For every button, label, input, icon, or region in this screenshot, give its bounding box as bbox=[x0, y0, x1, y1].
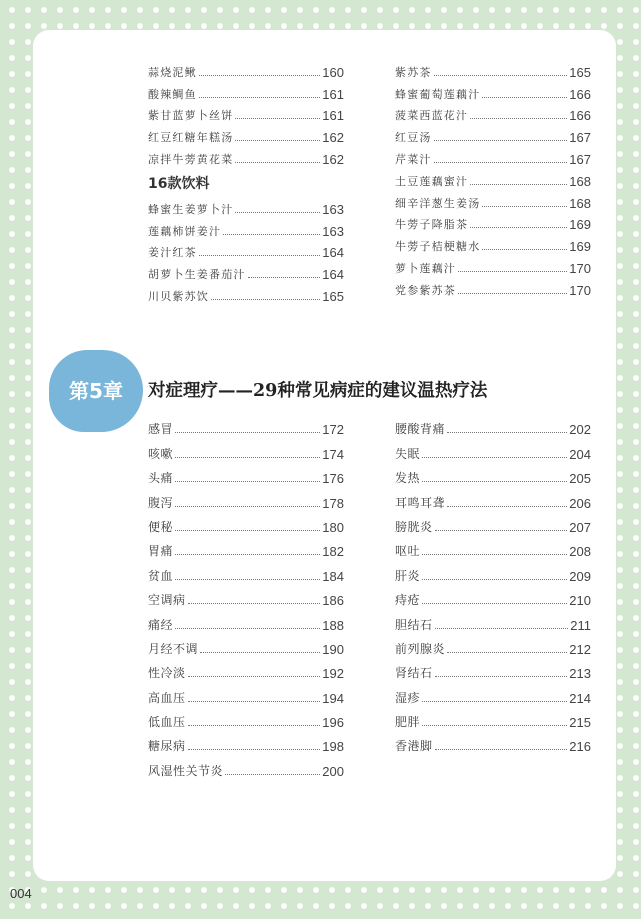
toc-entry[interactable] bbox=[148, 754, 344, 778]
toc-entry[interactable] bbox=[148, 681, 344, 705]
toc-entry[interactable] bbox=[148, 511, 344, 535]
toc-entry-title: 红豆红糖年糕汤 bbox=[148, 131, 234, 145]
toc-entry[interactable] bbox=[395, 486, 591, 510]
toc-entry-page: 211 bbox=[570, 617, 591, 633]
dot-leader bbox=[422, 457, 567, 458]
toc-column-bottom-right bbox=[395, 413, 591, 754]
toc-entry[interactable] bbox=[395, 58, 591, 80]
toc-entry-page: 168 bbox=[569, 195, 591, 211]
toc-entry-page: 202 bbox=[569, 422, 591, 438]
toc-entry-title: 头痛 bbox=[148, 471, 174, 486]
toc-entry[interactable] bbox=[395, 276, 591, 298]
dot-leader bbox=[175, 432, 320, 433]
dot-leader bbox=[422, 725, 567, 726]
toc-entry-title: 风湿性关节炎 bbox=[148, 763, 224, 778]
toc-entry[interactable] bbox=[148, 730, 344, 754]
toc-entry-title: 川贝紫苏饮 bbox=[148, 289, 209, 303]
dot-leader bbox=[458, 293, 567, 294]
toc-entry[interactable] bbox=[148, 608, 344, 632]
dot-leader bbox=[235, 118, 320, 119]
toc-entry-title: 细辛洋葱生姜汤 bbox=[395, 196, 481, 210]
dot-leader bbox=[175, 481, 320, 482]
toc-entry[interactable] bbox=[395, 608, 591, 632]
toc-entry-title: 萝卜莲藕汁 bbox=[395, 261, 456, 275]
dot-leader bbox=[447, 652, 567, 653]
toc-entry[interactable] bbox=[395, 123, 591, 145]
toc-entry[interactable] bbox=[148, 58, 344, 80]
toc-entry-title: 腹泻 bbox=[148, 495, 174, 510]
recipe-list bbox=[148, 58, 344, 167]
section-title-drinks: 16款饮料 bbox=[148, 175, 210, 192]
toc-entry[interactable] bbox=[148, 260, 344, 282]
toc-entry-title: 湿疹 bbox=[395, 690, 421, 705]
toc-entry[interactable] bbox=[148, 657, 344, 681]
dot-leader bbox=[435, 628, 569, 629]
dot-leader bbox=[422, 554, 567, 555]
toc-entry-page: 166 bbox=[569, 108, 591, 124]
toc-entry-title: 胡萝卜生姜番茄汁 bbox=[148, 268, 246, 282]
toc-entry[interactable] bbox=[148, 535, 344, 559]
toc-entry[interactable] bbox=[148, 217, 344, 239]
toc-entry[interactable] bbox=[395, 211, 591, 233]
dot-leader bbox=[482, 97, 567, 98]
dot-leader bbox=[235, 140, 320, 141]
toc-entry-page: 207 bbox=[569, 519, 591, 535]
chapter-badge bbox=[49, 350, 143, 432]
dot-leader bbox=[434, 162, 568, 163]
toc-entry[interactable] bbox=[395, 254, 591, 276]
condition-list-left bbox=[148, 413, 344, 779]
toc-entry[interactable] bbox=[395, 145, 591, 167]
toc-entry-title: 凉拌牛蒡黄花菜 bbox=[148, 152, 234, 166]
toc-entry-page: 174 bbox=[322, 446, 344, 462]
dot-leader bbox=[434, 140, 568, 141]
dot-leader bbox=[175, 628, 320, 629]
toc-entry-page: 204 bbox=[569, 446, 591, 462]
toc-entry[interactable] bbox=[395, 706, 591, 730]
toc-entry-title: 咳嗽 bbox=[148, 446, 174, 461]
chapter-title: 对症理疗——29种常见病症的建议温热疗法 bbox=[148, 381, 488, 401]
toc-entry-page: 170 bbox=[569, 282, 591, 298]
toc-entry-page: 166 bbox=[569, 86, 591, 102]
toc-entry-page: 164 bbox=[322, 267, 344, 283]
drink-list-right bbox=[395, 58, 591, 298]
toc-column-bottom-left bbox=[148, 413, 344, 779]
toc-entry[interactable] bbox=[148, 239, 344, 261]
toc-entry[interactable] bbox=[395, 232, 591, 254]
toc-entry[interactable] bbox=[395, 189, 591, 211]
toc-column-top-right bbox=[395, 58, 591, 298]
toc-entry-page: 196 bbox=[322, 715, 344, 731]
toc-entry-page: 212 bbox=[569, 641, 591, 657]
toc-entry[interactable] bbox=[395, 80, 591, 102]
toc-entry-page: 200 bbox=[322, 763, 344, 779]
drink-list-left bbox=[148, 195, 344, 304]
toc-entry[interactable] bbox=[148, 486, 344, 510]
toc-entry-title: 前列腺炎 bbox=[395, 641, 446, 656]
toc-entry-page: 162 bbox=[322, 151, 344, 167]
toc-entry-page: 214 bbox=[569, 690, 591, 706]
dot-leader bbox=[235, 212, 320, 213]
toc-entry-page: 168 bbox=[569, 173, 591, 189]
chapter-badge-label: 第5章 bbox=[69, 379, 123, 403]
toc-entry[interactable] bbox=[148, 145, 344, 167]
toc-entry-page: 198 bbox=[322, 739, 344, 755]
dot-leader bbox=[175, 579, 320, 580]
dot-leader bbox=[434, 75, 568, 76]
dot-leader bbox=[199, 97, 320, 98]
dot-leader bbox=[235, 162, 320, 163]
toc-entry-page: 208 bbox=[569, 544, 591, 560]
toc-entry-title: 牛蒡子桔梗糖水 bbox=[395, 240, 481, 254]
dot-leader bbox=[470, 118, 567, 119]
toc-entry-page: 188 bbox=[322, 617, 344, 633]
toc-entry-title: 芹菜汁 bbox=[395, 152, 432, 166]
toc-entry-title: 糖尿病 bbox=[148, 739, 186, 754]
toc-entry-title: 姜汁红茶 bbox=[148, 246, 197, 260]
toc-entry-title: 胃痛 bbox=[148, 544, 174, 559]
dot-leader bbox=[211, 299, 320, 300]
toc-entry-page: 160 bbox=[322, 64, 344, 80]
toc-entry-title: 肾结石 bbox=[395, 666, 433, 681]
toc-entry-page: 210 bbox=[569, 593, 591, 609]
toc-entry-title: 呕吐 bbox=[395, 544, 421, 559]
dot-leader bbox=[435, 749, 568, 750]
toc-entry[interactable] bbox=[148, 559, 344, 583]
toc-entry-page: 178 bbox=[322, 495, 344, 511]
toc-entry-page: 170 bbox=[569, 260, 591, 276]
toc-entry-title: 感冒 bbox=[148, 422, 174, 437]
toc-entry-title: 月经不调 bbox=[148, 641, 199, 656]
toc-entry-page: 205 bbox=[569, 471, 591, 487]
toc-entry[interactable] bbox=[395, 462, 591, 486]
toc-entry-page: 165 bbox=[569, 64, 591, 80]
page-number: 004 bbox=[10, 886, 32, 901]
toc-entry-title: 紫甘蓝萝卜丝饼 bbox=[148, 109, 234, 123]
toc-entry[interactable] bbox=[148, 633, 344, 657]
toc-entry-title: 土豆莲藕蜜汁 bbox=[395, 174, 469, 188]
toc-entry-title: 党参紫苏茶 bbox=[395, 283, 456, 297]
toc-entry[interactable] bbox=[148, 282, 344, 304]
toc-entry-page: 165 bbox=[322, 288, 344, 304]
dot-leader bbox=[188, 676, 321, 677]
dot-leader bbox=[175, 457, 320, 458]
toc-entry[interactable] bbox=[148, 437, 344, 461]
toc-entry-page: 190 bbox=[322, 641, 344, 657]
toc-entry-page: 169 bbox=[569, 217, 591, 233]
dot-leader bbox=[470, 227, 567, 228]
condition-list-right bbox=[395, 413, 591, 754]
toc-entry-page: 209 bbox=[569, 568, 591, 584]
dot-leader bbox=[175, 506, 320, 507]
toc-entry-title: 耳鸣耳聋 bbox=[395, 495, 446, 510]
dot-leader bbox=[225, 774, 320, 775]
dot-leader bbox=[188, 749, 321, 750]
toc-entry[interactable] bbox=[148, 584, 344, 608]
toc-entry-title: 空调病 bbox=[148, 593, 186, 608]
toc-entry-page: 172 bbox=[322, 422, 344, 438]
toc-entry-page: 182 bbox=[322, 544, 344, 560]
toc-entry-page: 163 bbox=[322, 223, 344, 239]
toc-entry-page: 161 bbox=[322, 108, 344, 124]
toc-entry-page: 167 bbox=[569, 130, 591, 146]
toc-entry[interactable] bbox=[148, 462, 344, 486]
toc-entry-title: 高血压 bbox=[148, 690, 186, 705]
dot-leader bbox=[422, 701, 567, 702]
toc-entry-title: 痔疮 bbox=[395, 593, 421, 608]
toc-entry-title: 贫血 bbox=[148, 568, 174, 583]
toc-entry-title: 肝炎 bbox=[395, 568, 421, 583]
toc-entry-title: 低血压 bbox=[148, 715, 186, 730]
toc-entry-title: 牛蒡子降脂茶 bbox=[395, 218, 469, 232]
toc-entry[interactable] bbox=[395, 584, 591, 608]
toc-entry-title: 酸辣鲷鱼 bbox=[148, 87, 197, 101]
toc-entry-title: 痛经 bbox=[148, 617, 174, 632]
dot-leader bbox=[470, 184, 567, 185]
toc-entry-page: 192 bbox=[322, 666, 344, 682]
toc-entry-title: 蜂蜜葡萄莲藕汁 bbox=[395, 87, 481, 101]
dot-leader bbox=[188, 701, 321, 702]
toc-entry[interactable] bbox=[395, 559, 591, 583]
toc-entry-title: 紫苏茶 bbox=[395, 65, 432, 79]
toc-entry-page: 167 bbox=[569, 151, 591, 167]
toc-entry-page: 215 bbox=[569, 715, 591, 731]
toc-entry[interactable] bbox=[148, 102, 344, 124]
dot-leader bbox=[422, 579, 567, 580]
toc-entry-page: 184 bbox=[322, 568, 344, 584]
dot-leader bbox=[188, 603, 321, 604]
toc-entry[interactable] bbox=[395, 633, 591, 657]
toc-entry-title: 香港脚 bbox=[395, 739, 433, 754]
toc-entry[interactable] bbox=[395, 535, 591, 559]
toc-entry-title: 菠菜西蓝花汁 bbox=[395, 109, 469, 123]
toc-entry-page: 213 bbox=[569, 666, 591, 682]
dot-leader bbox=[175, 554, 320, 555]
toc-entry-page: 186 bbox=[322, 593, 344, 609]
toc-entry-title: 膀胱炎 bbox=[395, 519, 433, 534]
dot-leader bbox=[422, 603, 567, 604]
toc-entry[interactable] bbox=[148, 123, 344, 145]
toc-entry[interactable] bbox=[148, 80, 344, 102]
dot-leader bbox=[435, 676, 568, 677]
toc-entry-title: 性冷淡 bbox=[148, 666, 186, 681]
dot-leader bbox=[199, 75, 320, 76]
dot-leader bbox=[482, 249, 567, 250]
toc-column-top-left bbox=[148, 58, 344, 304]
toc-entry-page: 180 bbox=[322, 519, 344, 535]
toc-entry-page: 163 bbox=[322, 201, 344, 217]
toc-entry[interactable] bbox=[395, 413, 591, 437]
toc-entry-title: 便秘 bbox=[148, 519, 174, 534]
toc-entry-page: 194 bbox=[322, 690, 344, 706]
dot-leader bbox=[447, 432, 567, 433]
toc-entry-title: 蒜烧泥鳅 bbox=[148, 65, 197, 79]
toc-entry-title: 肥胖 bbox=[395, 715, 421, 730]
dot-leader bbox=[223, 234, 320, 235]
toc-entry-page: 216 bbox=[569, 739, 591, 755]
toc-entry-title: 莲藕柿饼姜汁 bbox=[148, 224, 222, 238]
toc-entry[interactable] bbox=[395, 102, 591, 124]
toc-entry[interactable] bbox=[395, 681, 591, 705]
dot-leader bbox=[482, 206, 567, 207]
toc-entry-title: 胆结石 bbox=[395, 617, 433, 632]
toc-entry-page: 162 bbox=[322, 130, 344, 146]
dot-leader bbox=[447, 506, 567, 507]
toc-entry-page: 206 bbox=[569, 495, 591, 511]
dot-leader bbox=[422, 481, 567, 482]
dot-leader bbox=[188, 725, 321, 726]
toc-entry-page: 161 bbox=[322, 86, 344, 102]
toc-entry-title: 发热 bbox=[395, 471, 421, 486]
dot-leader bbox=[458, 271, 567, 272]
toc-entry[interactable] bbox=[148, 413, 344, 437]
toc-entry-page: 169 bbox=[569, 239, 591, 255]
toc-entry[interactable] bbox=[395, 511, 591, 535]
toc-entry[interactable] bbox=[395, 167, 591, 189]
toc-entry[interactable] bbox=[148, 195, 344, 217]
toc-entry[interactable] bbox=[395, 730, 591, 754]
toc-entry-title: 蜂蜜生姜萝卜汁 bbox=[148, 202, 234, 216]
toc-entry-title: 红豆汤 bbox=[395, 131, 432, 145]
toc-entry-title: 腰酸背痛 bbox=[395, 422, 446, 437]
dot-leader bbox=[200, 652, 320, 653]
toc-entry[interactable] bbox=[395, 437, 591, 461]
dot-leader bbox=[199, 255, 320, 256]
toc-entry-page: 176 bbox=[322, 471, 344, 487]
toc-entry-title: 失眠 bbox=[395, 446, 421, 461]
toc-entry[interactable] bbox=[395, 657, 591, 681]
dot-leader bbox=[435, 530, 568, 531]
dot-leader bbox=[248, 277, 321, 278]
toc-entry[interactable] bbox=[148, 706, 344, 730]
dot-leader bbox=[175, 530, 320, 531]
toc-entry-page: 164 bbox=[322, 245, 344, 261]
